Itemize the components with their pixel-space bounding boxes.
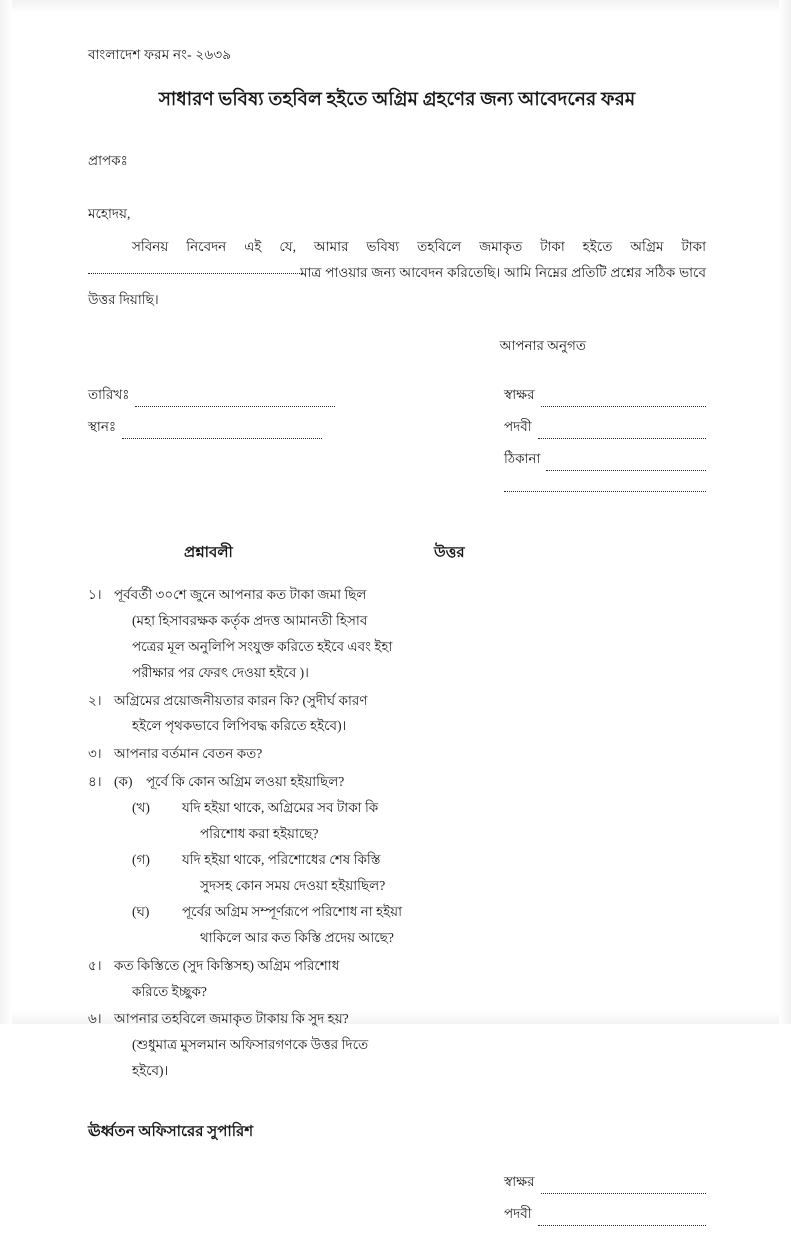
qa-section-body	[88, 582, 706, 1086]
field-designation-label: পদবী	[504, 418, 532, 434]
question-item	[88, 582, 470, 686]
field-address[interactable]	[504, 448, 706, 471]
question-item	[88, 769, 470, 950]
question-line: হইলে পৃথকভাবে লিপিবদ্ধ করিতে হইবে)।	[132, 718, 347, 734]
field-date-label: তারিখঃ	[88, 386, 130, 402]
paragraph-text-part1: সবিনয় নিবেদন এই যে, আমার ভবিষ্য তহবিলে জমাকৃত টাকা হইতে অগ্রিম টাকা	[132, 239, 706, 254]
sub-question-line: যদি হইয়া থাকে, অগ্রিমের সব টাকা কি	[182, 800, 379, 816]
salutation-label: মহোদয়,	[88, 206, 131, 221]
meta-row	[88, 384, 706, 501]
sub-question-item	[114, 899, 470, 951]
sub-question-line: পূর্বে কি কোন অগ্রিম লওয়া হইয়াছিল?	[146, 774, 345, 790]
field-address-continuation-line[interactable]	[504, 480, 706, 492]
question-text	[114, 1006, 470, 1084]
scan-edge-top	[0, 0, 791, 14]
questions-heading: প্রশ্নাবলী	[184, 544, 233, 561]
recommendation-designation-input-line[interactable]	[538, 1214, 706, 1226]
recommendation-signature-block	[504, 1171, 706, 1226]
sub-question-text	[146, 769, 470, 795]
applicant-signature-block	[504, 384, 706, 501]
sub-question-marker: (ক)	[114, 774, 133, 790]
amount-fill-in-blank[interactable]	[88, 273, 300, 274]
field-address-label: ঠিকানা	[504, 450, 541, 466]
question-item	[88, 741, 470, 767]
paragraph-text-part3: পাওয়ার জন্য আবেদন করিতেছি। আমি নিম্নের প্রতিটি প্রশ্নের সঠিক ভাবে উত্তর দিয়াছি।	[88, 265, 706, 307]
sub-question-marker: (গ)	[132, 852, 150, 867]
sub-question-list	[114, 769, 470, 950]
question-line: পূর্ববর্তী ৩০শে জুনে আপনার কত টাকা জমা ছিল	[114, 586, 367, 602]
question-text	[114, 582, 470, 686]
sub-question-line: থাকিলে আর কত কিস্তি প্রদেয় আছে?	[200, 929, 394, 945]
recommendation-designation-label: পদবী	[504, 1206, 532, 1222]
field-place-input-line[interactable]	[122, 427, 322, 439]
question-line: (মহা হিসাবরক্ষক কর্তৃক প্রদত্ত আমানতী হিসাব	[132, 612, 368, 628]
field-signature[interactable]	[504, 384, 706, 407]
recipient-label: প্রাপকঃ	[88, 153, 128, 168]
question-line: আপনার তহবিলে জমাকৃত টাকায় কি সুদ হয়?	[114, 1011, 349, 1027]
recommendation-field-designation[interactable]	[504, 1203, 706, 1226]
question-line: আপনার বর্তমান বেতন কত?	[114, 746, 263, 762]
field-place[interactable]	[88, 416, 504, 439]
question-number: ৫।	[88, 957, 102, 973]
form-number: বাংলাদেশ ফরম নং- ২৬৩৯	[88, 47, 232, 62]
field-date[interactable]	[88, 384, 504, 407]
sub-question-item	[114, 769, 470, 795]
field-signature-label: স্বাক্ষর	[504, 386, 535, 402]
question-number: ৪।	[88, 774, 102, 790]
question-line: পত্রের মূল অনুলিপি সংযুক্ত করিতে হইবে এবং ইহা	[132, 638, 393, 654]
sub-question-marker: (খ)	[132, 800, 150, 816]
question-text	[114, 688, 470, 740]
answers-column[interactable]	[470, 582, 706, 1086]
questions-column	[88, 582, 470, 1086]
question-text	[114, 953, 470, 1005]
answer-heading: উত্তর	[434, 544, 465, 561]
sub-question-text	[182, 795, 470, 847]
question-line: পরীক্ষার পর ফেরৎ দেওয়া হইবে )।	[132, 664, 309, 680]
field-designation-input-line[interactable]	[538, 427, 706, 439]
sub-question-item	[114, 847, 470, 899]
recommendation-signature-input-line[interactable]	[541, 1182, 707, 1194]
field-place-label: স্থানঃ	[88, 418, 117, 434]
form-content	[88, 44, 706, 1235]
sub-question-line: যদি হইয়া থাকে, পরিশোধের শেষ কিস্তি	[182, 852, 381, 867]
sub-question-text	[182, 847, 470, 899]
recommendation-field-signature[interactable]	[504, 1171, 706, 1194]
sub-question-line: সুদসহ কোন সময় দেওয়া হইয়াছিল?	[200, 877, 386, 893]
question-line: করিতে ইচ্ছুক?	[132, 983, 207, 999]
page-title: সাধারণ ভবিষ্য তহবিল হইতে অগ্রিম গ্রহণের জন্য আবেদনের ফরম	[158, 90, 636, 110]
recommendation-signature-label: স্বাক্ষর	[504, 1174, 535, 1190]
question-number: ৬।	[88, 1011, 102, 1027]
field-signature-input-line[interactable]	[541, 395, 707, 407]
paragraph-text-part2: মাত্র	[300, 265, 322, 281]
sub-question-item	[114, 795, 470, 847]
question-number: ২।	[88, 692, 102, 708]
sub-question-text	[182, 899, 470, 951]
sub-question-marker: (ঘ)	[132, 903, 150, 919]
applicant-date-place-block	[88, 384, 504, 501]
yours-faithfully-label: আপনার অনুগত	[499, 337, 586, 353]
question-item	[88, 688, 470, 740]
question-item	[88, 1006, 470, 1084]
field-date-input-line[interactable]	[135, 395, 335, 407]
question-text	[114, 741, 470, 767]
question-line: হইবে)।	[132, 1063, 169, 1079]
qa-section-headings	[88, 541, 706, 566]
question-line: কত কিস্তিতে (সুদ কিস্তিসহ) অগ্রিম পরিশোধ	[114, 957, 340, 973]
question-line: (শুধুমাত্র মুসলমান অফিসারগণকে উত্তর দিতে	[132, 1037, 369, 1053]
question-number: ৩।	[88, 746, 102, 762]
sub-question-line: পরিশোধ করা হইয়াছে?	[200, 826, 319, 842]
question-number: ১।	[88, 586, 102, 602]
sub-question-line: পূর্বের অগ্রিম সম্পূর্ণরূপে পরিশোধ না হইয়া	[182, 903, 403, 919]
field-address-input-line[interactable]	[546, 459, 706, 471]
question-item	[88, 953, 470, 1005]
application-body-paragraph	[88, 234, 706, 313]
question-list	[88, 582, 470, 1084]
recommendation-title: ঊর্ধ্বতন অফিসারের সুপারিশ	[88, 1124, 254, 1141]
question-text	[114, 769, 470, 950]
question-line: অগ্রিমের প্রয়োজনীয়তার কারন কি? (সুদীর্ঘ কারণ	[114, 692, 368, 708]
field-designation[interactable]	[504, 416, 706, 439]
scan-edge-right	[779, 0, 791, 1024]
scan-edge-left	[0, 0, 12, 1024]
